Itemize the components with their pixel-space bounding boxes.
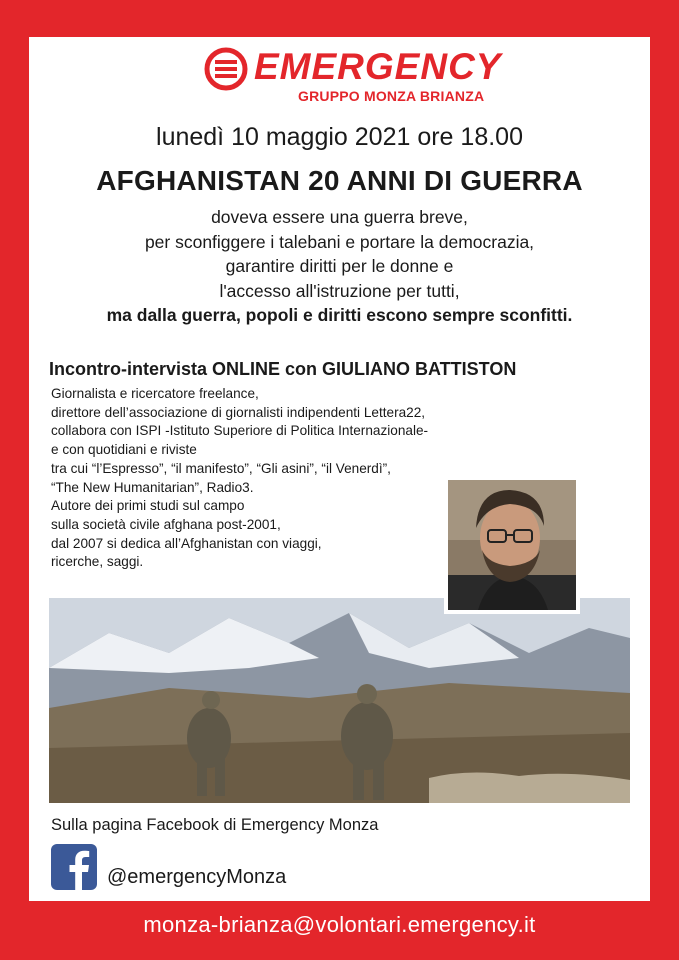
facebook-icon[interactable] (51, 844, 97, 890)
facebook-label: Sulla pagina Facebook di Emergency Monza (51, 816, 379, 834)
bio-line: “The New Humanitarian”, Radio3. (51, 479, 254, 495)
bio-line: sulla società civile afghana post-2001, (51, 516, 281, 532)
poster-card (29, 37, 650, 901)
speaker-bio (51, 385, 471, 572)
speaker-photo (444, 476, 580, 614)
emergency-logo-mark-icon (204, 47, 248, 91)
bio-line: collabora con ISPI -Istituto Superiore di Politica Internazionale- (51, 423, 429, 439)
speaker-portrait (448, 480, 576, 610)
contact-email[interactable]: monza-brianza@volontari.emergency.it (143, 912, 536, 937)
emergency-logo (204, 43, 504, 103)
intro-line: garantire diritti per le donne e (225, 256, 454, 276)
afghanistan-landscape-photo (49, 598, 630, 803)
speaker-heading: Incontro-intervista ONLINE con GIULIANO BATTISTON (49, 359, 517, 379)
logo-wordmark: EMERGENCY (254, 46, 502, 87)
bio-line: Autore dei primi studi sul campo (51, 498, 245, 514)
intro-line: per sconfiggere i talebani e portare la democrazia, (144, 231, 535, 252)
facebook-handle[interactable]: @emergencyMonza (107, 866, 287, 888)
bio-line: dal 2007 si dedica all’Afghanistan con viaggi, (51, 535, 322, 551)
bio-line: Giornalista e ricercatore freelance, (51, 386, 259, 401)
landscape-illustration (49, 598, 630, 803)
bio-line: e con quotidiani e riviste (51, 442, 197, 458)
event-intro (29, 205, 650, 328)
bio-line: ricerche, saggi. (51, 554, 144, 570)
logo-group-name: GRUPPO MONZA BRIANZA (298, 88, 485, 104)
bio-line: tra cui “l’Espresso”, “il manifesto”, “Gli asini”, “il Venerdì”, (51, 460, 391, 476)
event-title: AFGHANISTAN 20 ANNI DI GUERRA (96, 165, 583, 196)
intro-line: doveva essere una guerra breve, (211, 207, 468, 227)
intro-line: l'accesso all'istruzione per tutti, (219, 280, 460, 301)
event-datetime: lunedì 10 maggio 2021 ore 18.00 (156, 123, 523, 151)
bio-line: direttore dell’associazione di giornalisti indipendenti Lettera22, (51, 404, 426, 420)
intro-conclusion: ma dalla guerra, popoli e diritti escono sempre sconfitti. (106, 305, 573, 325)
